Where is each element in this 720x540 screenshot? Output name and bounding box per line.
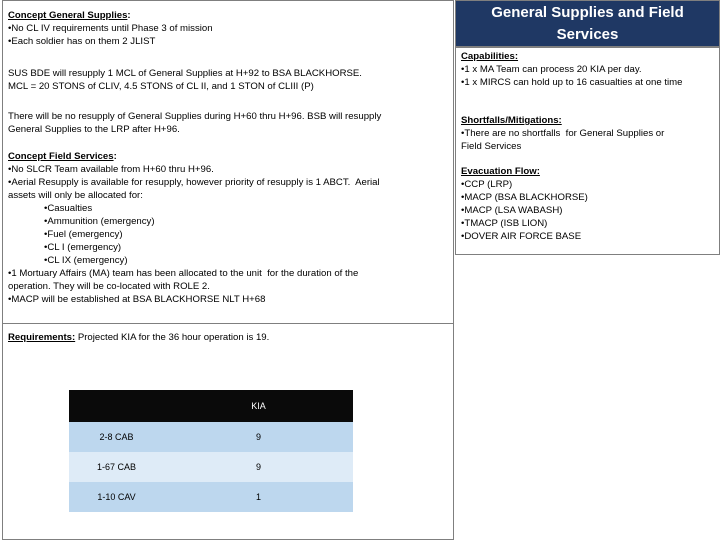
table-row [69, 452, 353, 482]
evacuation-item-5: •DOVER AIR FORCE BASE [461, 231, 582, 242]
section-divider [3, 323, 453, 324]
field-services-line-2: •Aerial Resupply is available for resupply, however priority of resupply is 1 ABCT. Aerial [8, 177, 380, 188]
field-services-closing-2: operation. They will be co-located with ROLE 2. [8, 281, 210, 292]
table-row [69, 422, 353, 452]
general-supplies-heading: Concept General Supplies [8, 10, 128, 21]
field-services-section [8, 150, 380, 306]
shortfall-item-2: Field Services [461, 141, 522, 152]
sub-item-cl-ix: •CL IX (emergency) [44, 255, 128, 266]
field-services-closing-1: •1 Mortuary Affairs (MA) team has been allocated to the unit for the duration of the [8, 268, 359, 279]
evacuation-item-4: •TMACP (ISB LION) [461, 218, 548, 229]
field-services-closing-3: •MACP will be established at BSA BLACKHORSE NLT H+68 [8, 294, 266, 305]
field-services-heading-colon: : [113, 151, 117, 162]
sub-item-fuel: •Fuel (emergency) [44, 229, 123, 240]
requirements-line [8, 331, 269, 344]
field-services-line-1: •No SLCR Team available from H+60 thru H+96. [8, 164, 214, 175]
field-services-heading: Concept Field Services [8, 151, 114, 162]
sub-item-casualties: •Casualties [44, 203, 93, 214]
kia-table [69, 390, 353, 512]
evacuation-item-2: •MACP (BSA BLACKHORSE) [461, 192, 588, 203]
evacuation-item-3: •MACP (LSA WABASH) [461, 205, 563, 216]
capabilities-panel [455, 47, 720, 255]
kia-unit-cell: 2-8 CAB [69, 422, 164, 452]
field-services-line-3: assets will only be allocated for: [8, 190, 143, 201]
general-supplies-heading-colon: : [127, 10, 131, 21]
title-line-2: Services [556, 26, 619, 43]
kia-table-header [69, 390, 353, 422]
kia-unit-cell: 1-10 CAV [69, 482, 164, 512]
resupply-paragraph [8, 67, 362, 93]
resupply-line-2: MCL = 20 STONS of CLIV, 4.5 STONS of CL II, and 1 STON of CLIII (P) [8, 81, 314, 92]
evacuation-item-1: •CCP (LRP) [461, 179, 513, 190]
requirements-text: Projected KIA for the 36 hour operation is 19. [75, 332, 270, 343]
requirements-label: Requirements: [8, 332, 76, 343]
capabilities-section [461, 50, 682, 89]
kia-unit-cell: 1-67 CAB [69, 452, 164, 482]
capability-item-2: •1 x MIRCS can hold up to 16 casualties at one time [461, 77, 683, 88]
evacuation-section [461, 165, 588, 243]
shortfall-item-1: •There are no shortfalls for General Supplies or [461, 128, 665, 139]
evacuation-heading: Evacuation Flow: [461, 166, 540, 177]
shortfalls-heading: Shortfalls/Mitigations: [461, 115, 562, 126]
no-resupply-paragraph [8, 110, 381, 136]
no-resupply-line-1: There will be no resupply of General Supplies during H+60 thru H+96. BSB will resupply [8, 111, 382, 122]
slide-title [455, 0, 720, 47]
kia-header-kia: KIA [164, 390, 353, 422]
kia-header-blank [69, 390, 164, 422]
concept-panel [2, 0, 454, 540]
shortfalls-section [461, 114, 664, 153]
general-supplies-bullet-2: •Each soldier has on them 2 JLIST [8, 36, 156, 47]
no-resupply-line-2: General Supplies to the LRP after H+96. [8, 124, 180, 135]
sub-item-cl-i: •CL I (emergency) [44, 242, 122, 253]
general-supplies-bullet-1: •No CL IV requirements until Phase 3 of mission [8, 23, 213, 34]
sub-item-ammunition: •Ammunition (emergency) [44, 216, 155, 227]
kia-value-cell: 1 [164, 482, 353, 512]
capability-item-1: •1 x MA Team can process 20 KIA per day. [461, 64, 642, 75]
capabilities-heading: Capabilities: [461, 51, 519, 62]
title-line-1: General Supplies and Field [491, 4, 684, 21]
table-row [69, 482, 353, 512]
kia-value-cell: 9 [164, 452, 353, 482]
kia-value-cell: 9 [164, 422, 353, 452]
general-supplies-section [8, 9, 213, 48]
resupply-line-1: SUS BDE will resupply 1 MCL of General Supplies at H+92 to BSA BLACKHORSE. [8, 68, 362, 79]
